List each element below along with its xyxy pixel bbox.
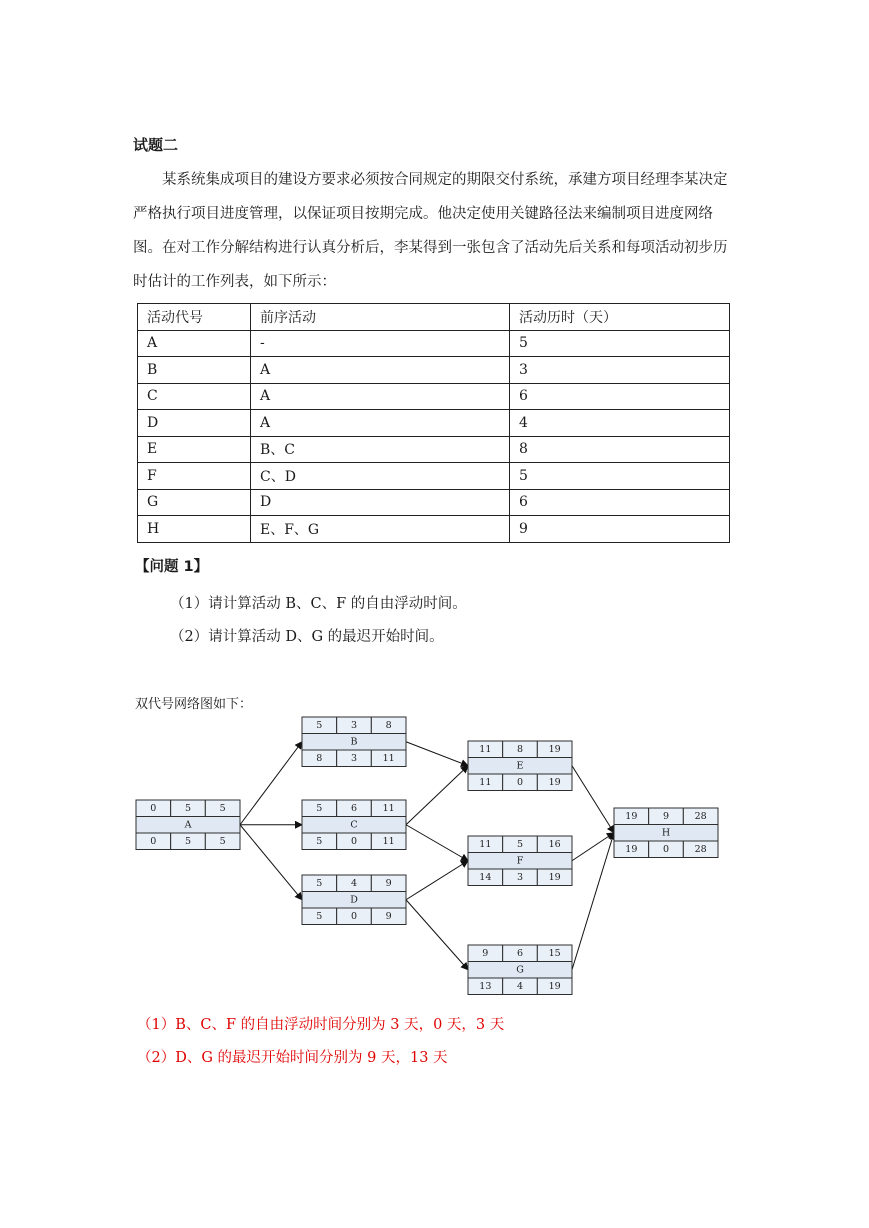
- node-top-value: 5: [316, 877, 323, 889]
- predecessor: C、D: [251, 463, 510, 490]
- duration: 5: [510, 463, 730, 490]
- node-top-value: 11: [382, 802, 395, 814]
- node-top-value: 8: [385, 719, 392, 731]
- node-bottom-value: 11: [382, 835, 395, 847]
- node-bottom-value: 0: [662, 843, 670, 855]
- node-bottom-value: 5: [184, 835, 192, 847]
- edge-d-g: [406, 900, 468, 970]
- problem-description-text: 某系统集成项目的建设方要求必须按合同规定的期限交付系统，承建方项目经理李某决定严格执行项目进度管理，以保证项目按期完成。他决定使用关键路径法来编制项目进度网络图。在对工作分解结构进行认真分析后，李某得到一张包含了活动先后关系和每项活动初步历时估计的工作列表，如下所示：: [133, 172, 728, 290]
- node-top-value: 6: [350, 802, 358, 814]
- node-label: G: [516, 964, 524, 976]
- question-1: （1）请计算活动 B、C、F 的自由浮动时间。: [170, 596, 467, 612]
- predecessor: B、C: [251, 436, 510, 463]
- node-bottom-value: 0: [150, 835, 157, 847]
- edge-b-e: [406, 742, 468, 766]
- edge-d-f: [406, 861, 468, 900]
- network-node-g: [468, 945, 572, 995]
- duration: 6: [510, 489, 730, 516]
- node-top-value: 5: [184, 802, 192, 814]
- node-top-value: 6: [516, 947, 524, 959]
- node-bottom-value: 11: [382, 752, 395, 764]
- network-node-d: [302, 875, 406, 925]
- node-top-value: 5: [316, 719, 323, 731]
- problem-title: 试题二: [133, 136, 179, 154]
- activity-code: D: [138, 410, 251, 437]
- node-top-value: 9: [482, 947, 489, 959]
- node-label: F: [516, 855, 524, 867]
- duration: 4: [510, 410, 730, 437]
- node-bottom-value: 13: [479, 980, 492, 992]
- node-top-value: 15: [548, 947, 561, 959]
- duration: 3: [510, 357, 730, 384]
- node-top-value: 11: [479, 838, 492, 850]
- node-bottom-value: 3: [350, 752, 358, 764]
- network-caption: 双代号网络图如下：: [135, 697, 253, 712]
- node-bottom-value: 11: [479, 776, 492, 788]
- network-node-a: [136, 800, 240, 850]
- node-top-value: 9: [662, 810, 670, 822]
- network-node-c: [302, 800, 406, 850]
- node-bottom-value: 19: [548, 871, 561, 883]
- question-heading: 【问题 1】: [135, 559, 209, 575]
- node-label: C: [350, 819, 358, 831]
- activity-code: F: [138, 463, 251, 490]
- activity-code: B: [138, 357, 251, 384]
- duration: 8: [510, 436, 730, 463]
- node-top-value: 0: [150, 802, 157, 814]
- header-activity-code: 活动代号: [138, 304, 251, 331]
- node-top-value: 5: [516, 838, 524, 850]
- edge-c-e: [406, 766, 468, 825]
- node-label: H: [661, 827, 671, 839]
- node-bottom-value: 19: [625, 843, 638, 855]
- node-bottom-value: 0: [350, 910, 358, 922]
- node-top-value: 4: [350, 877, 358, 889]
- predecessor: D: [251, 489, 510, 516]
- node-top-value: 19: [548, 743, 561, 755]
- node-top-value: 8: [516, 743, 524, 755]
- activity-code: H: [138, 516, 251, 543]
- network-node-h: [614, 808, 718, 858]
- activity-code: E: [138, 436, 251, 463]
- edge-g-h: [572, 833, 614, 970]
- activity-code: C: [138, 383, 251, 410]
- node-bottom-value: 3: [516, 871, 524, 883]
- node-label: B: [350, 736, 358, 748]
- node-bottom-value: 19: [548, 980, 561, 992]
- node-top-value: 28: [694, 810, 707, 822]
- node-bottom-value: 0: [516, 776, 524, 788]
- node-top-value: 3: [350, 719, 358, 731]
- node-bottom-value: 5: [316, 835, 323, 847]
- answer-2: （2）D、G 的最迟开始时间分别为 9 天，13 天: [137, 1050, 448, 1066]
- activity-code: A: [138, 330, 251, 357]
- predecessor: E、F、G: [251, 516, 510, 543]
- edge-a-d: [240, 825, 302, 900]
- edge-f-h: [572, 833, 614, 861]
- network-node-e: [468, 741, 572, 791]
- predecessor: A: [251, 357, 510, 384]
- node-bottom-value: 28: [694, 843, 707, 855]
- node-top-value: 5: [316, 802, 323, 814]
- header-predecessor: 前序活动: [251, 304, 510, 331]
- node-label: E: [516, 760, 524, 772]
- predecessor: A: [251, 410, 510, 437]
- node-bottom-value: 19: [548, 776, 561, 788]
- node-bottom-value: 5: [219, 835, 226, 847]
- node-top-value: 11: [479, 743, 492, 755]
- node-label: A: [184, 819, 192, 831]
- node-top-value: 16: [548, 838, 561, 850]
- node-bottom-value: 8: [316, 752, 323, 764]
- duration: 9: [510, 516, 730, 543]
- header-duration: 活动历时（天）: [510, 304, 730, 331]
- node-bottom-value: 14: [479, 871, 492, 883]
- answer-1: （1）B、C、F 的自由浮动时间分别为 3 天，0 天，3 天: [137, 1017, 505, 1033]
- predecessor: -: [251, 330, 510, 357]
- duration: 6: [510, 383, 730, 410]
- network-node-f: [468, 836, 572, 886]
- node-bottom-value: 4: [516, 980, 524, 992]
- node-bottom-value: 5: [316, 910, 323, 922]
- node-top-value: 5: [219, 802, 226, 814]
- edge-c-f: [406, 825, 468, 861]
- node-label: D: [350, 894, 358, 906]
- duration: 5: [510, 330, 730, 357]
- question-2: （2）请计算活动 D、G 的最迟开始时间。: [170, 629, 444, 645]
- predecessor: A: [251, 383, 510, 410]
- node-bottom-value: 0: [350, 835, 358, 847]
- network-node-b: [302, 717, 406, 767]
- node-top-value: 9: [385, 877, 392, 889]
- edge-a-b: [240, 742, 302, 825]
- activity-code: G: [138, 489, 251, 516]
- edge-e-h: [572, 766, 614, 833]
- node-top-value: 19: [625, 810, 638, 822]
- node-bottom-value: 9: [385, 910, 392, 922]
